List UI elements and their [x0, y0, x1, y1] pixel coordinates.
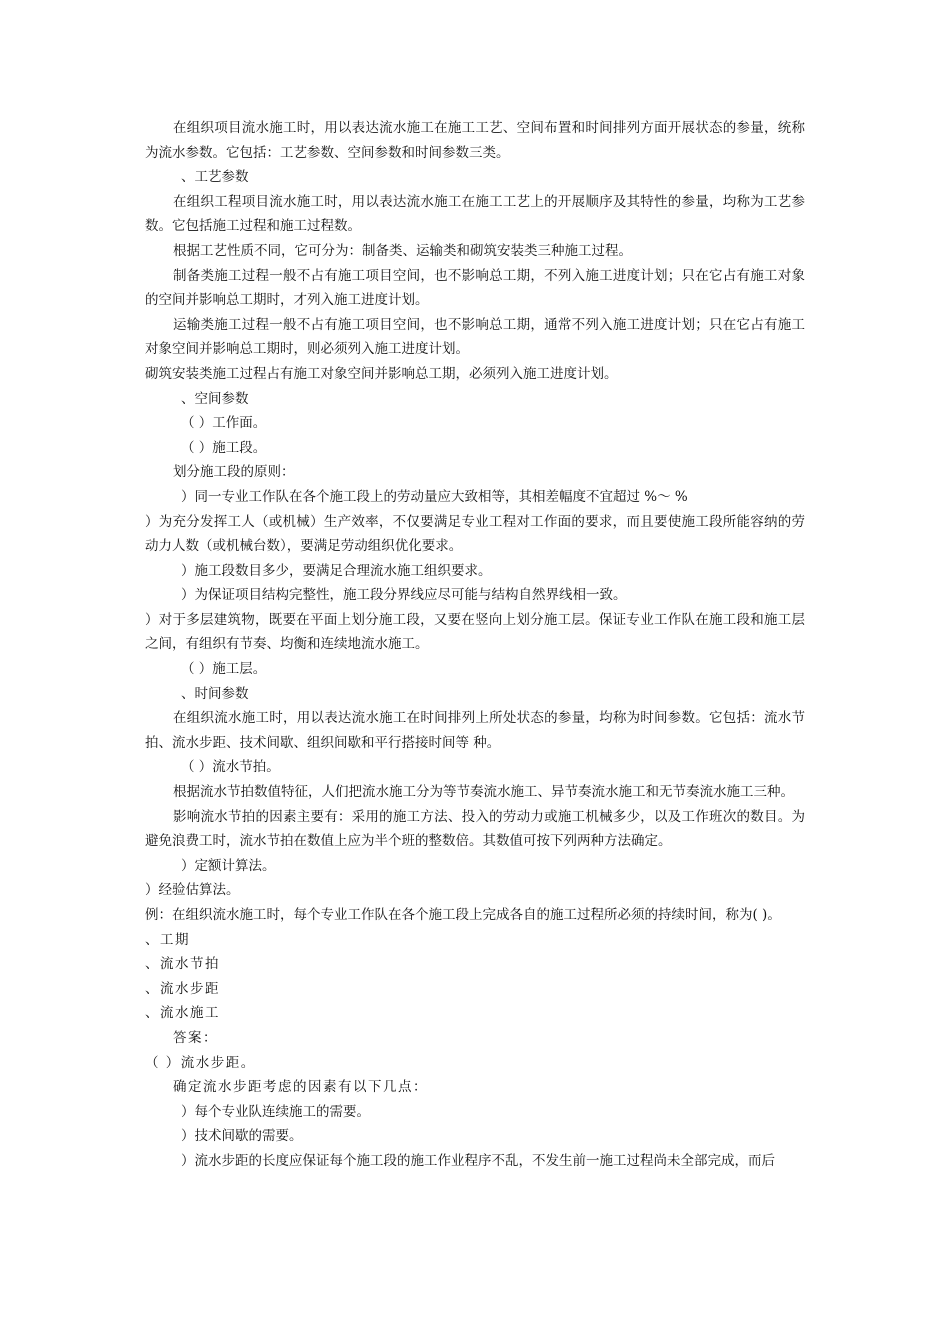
list-item-step-factor-2: ）技术间歇的需要。 — [181, 1128, 303, 1145]
answer-label: 答案： — [173, 1029, 218, 1046]
option-c: 、流水步距 — [145, 980, 220, 997]
paragraph-preparation-process: 制备类施工过程一般不占有施工项目空间，也不影响总工期，不列入施工进度计划；只在它占有施工对象的空间并影响总工期时，才列入施工进度计划。 — [145, 267, 805, 309]
paragraph-transport-process: 运输类施工过程一般不占有施工项目空间，也不影响总工期，通常不列入施工进度计划；只在它占有施工对象空间并影响总工期时，则必须列入施工进度计划。 — [145, 316, 805, 358]
paragraph-beat-factors: 影响流水节拍的因素主要有：采用的施工方法、投入的劳动力或施工机械多少，以及工作班次的数目。为避免浪费工时，流水节拍在数值上应为半个班的整数倍。其数值可按下列两种方法确定。 — [145, 808, 805, 850]
heading-time-parameters: 、时间参数 — [181, 685, 249, 702]
list-item-step-factor-3: ）流水步距的长度应保证每个施工段的施工作业程序不乱，不发生前一施工过程尚未全部完成，而后 — [181, 1152, 775, 1169]
document-body — [145, 116, 805, 1174]
list-item-quota-method: ）定额计算法。 — [181, 857, 276, 874]
list-item-construction-layer: （ ）施工层。 — [181, 661, 267, 678]
list-item-step-factor-1: ）每个专业队连续施工的需要。 — [181, 1103, 370, 1120]
list-item-principle-2: ）为充分发挥工人（或机械）生产效率，不仅要满足专业工程对工作面的要求，而且要使施工段所能容纳的劳动力人数（或机械台数），要满足劳动组织优化要求。 — [145, 513, 805, 555]
paragraph-masonry-process: 砌筑安装类施工过程占有施工对象空间并影响总工期，必须列入施工进度计划。 — [145, 365, 618, 382]
paragraph-process-definition: 在组织工程项目流水施工时，用以表达流水施工在施工工艺上的开展顺序及其特性的参量，均称为工艺参数。它包括施工过程和施工过程数。 — [145, 193, 805, 235]
paragraph-step-factors: 确定流水步距考虑的因素有以下几点： — [173, 1079, 428, 1096]
paragraph-section-principles: 划分施工段的原则： — [173, 464, 295, 481]
list-item-principle-1: ）同一专业工作队在各个施工段上的劳动量应大致相等，其相差幅度不宜超过 %～ % — [181, 488, 688, 505]
paragraph-process-types: 根据工艺性质不同，它可分为：制备类、运输类和砌筑安装类三种施工过程。 — [173, 242, 632, 259]
paragraph-intro: 在组织项目流水施工时，用以表达流水施工在施工工艺、空间布置和时间排列方面开展状态的参量，统称为流水参数。它包括：工艺参数、空间参数和时间参数三类。 — [145, 120, 805, 161]
list-item-principle-4: ）为保证项目结构完整性，施工段分界线应尽可能与结构自然界线相一致。 — [181, 587, 627, 604]
list-item-working-face: （ ）工作面。 — [181, 415, 267, 432]
list-item-flow-beat: （ ）流水节拍。 — [181, 759, 280, 776]
list-item-construction-section: （ ）施工段。 — [181, 439, 267, 456]
list-item-principle-5: ）对于多层建筑物，既要在平面上划分施工段，又要在竖向上划分施工层。保证专业工作队在施工段和施工层之间，有组织有节奏、均衡和连续地流水施工。 — [145, 611, 805, 653]
list-item-principle-3: ）施工段数目多少，要满足合理流水施工组织要求。 — [181, 562, 492, 579]
paragraph-example-question: 例：在组织流水施工时，每个专业工作队在各个施工段上完成各自的施工过程所必须的持续时间，称为( )。 — [145, 907, 781, 923]
list-item-estimate-method: ）经验估算法。 — [145, 882, 240, 899]
option-d: 、流水施工 — [145, 1005, 220, 1022]
list-item-flow-step: （ ）流水步距。 — [145, 1054, 256, 1071]
paragraph-time-definition: 在组织流水施工时，用以表达流水施工在时间排列上所处状态的参量，均称为时间参数。它包括：流水节拍、流水步距、技术间歇、组织间歇和平行搭接时间等 种。 — [145, 710, 805, 751]
option-b: 、流水节拍 — [145, 956, 220, 973]
heading-process-parameters: 、工艺参数 — [181, 169, 249, 186]
option-a: 、工期 — [145, 931, 190, 948]
paragraph-flow-types: 根据流水节拍数值特征，人们把流水施工分为等节奏流水施工、异节奏流水施工和无节奏流水施工三种。 — [173, 784, 794, 801]
heading-space-parameters: 、空间参数 — [181, 390, 249, 407]
